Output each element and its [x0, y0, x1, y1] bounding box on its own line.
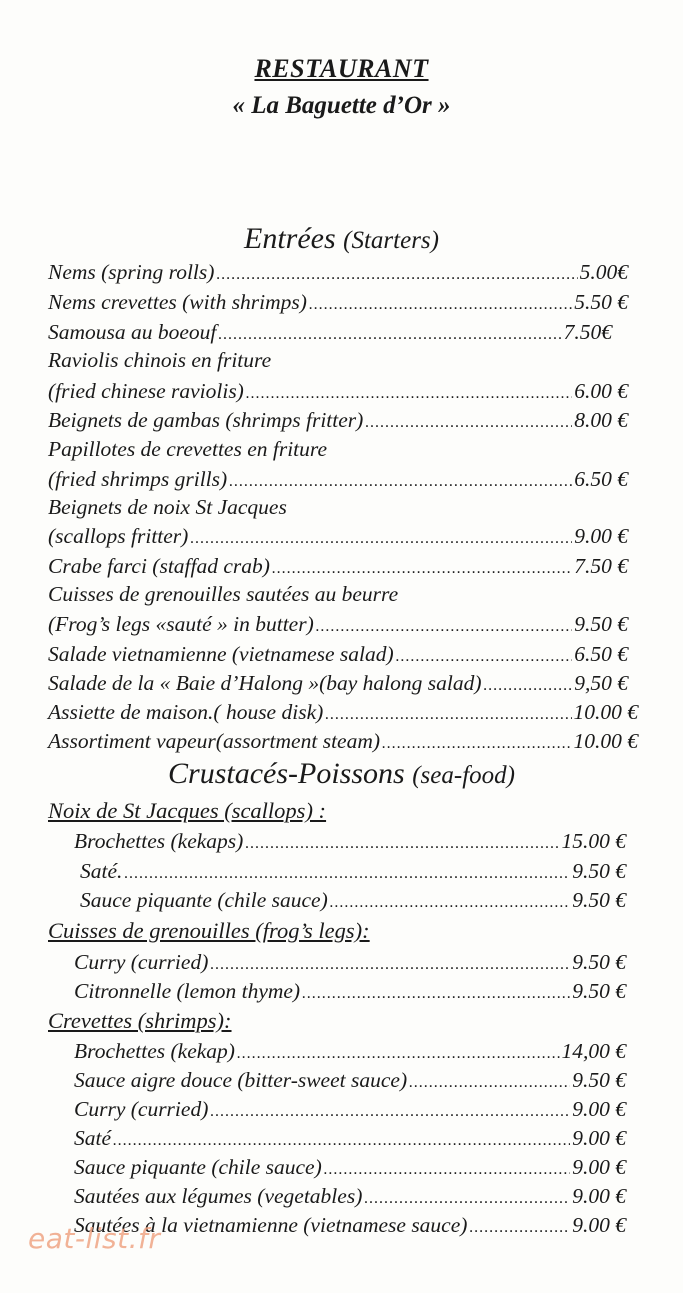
item-name: Salade de la « Baie d’Halong »(bay halong salad)	[48, 671, 482, 695]
item-name: Samousa au boeouf	[48, 320, 217, 344]
item-price: 9.50 €	[572, 888, 626, 912]
restaurant-name: « La Baguette d’Or »	[232, 92, 451, 119]
leader-dots	[364, 1185, 570, 1213]
item-price: 9.00 €	[574, 524, 628, 548]
item-price: 14,00 €	[561, 1039, 626, 1063]
item-name-line1: Cuisses de grenouilles sautées au beurre	[48, 582, 399, 606]
leader-dots	[113, 1127, 570, 1155]
item-name: (fried shrimps grills)	[48, 467, 228, 491]
menu-item	[48, 258, 628, 287]
item-name: Curry (curried)	[74, 1097, 209, 1121]
leader-dots	[365, 409, 572, 437]
item-price: 15.00 €	[561, 829, 626, 853]
seafood-heading	[0, 757, 683, 791]
leader-dots	[484, 672, 573, 700]
menu-item	[48, 406, 628, 435]
leader-dots	[246, 380, 572, 408]
menu-item	[74, 1037, 626, 1066]
menu-item	[48, 465, 628, 494]
item-price: 6.50 €	[574, 467, 628, 491]
leader-dots	[218, 321, 561, 349]
seafood-heading-main: Crustacés-Poissons	[168, 757, 405, 790]
item-name: Brochettes (kekaps)	[74, 829, 244, 853]
item-name: Saté	[74, 1126, 112, 1150]
item-price: 9.00 €	[572, 1184, 626, 1208]
menu-item	[74, 1182, 626, 1211]
menu-item	[48, 610, 628, 639]
category-title: Crevettes (shrimps):	[48, 1008, 232, 1033]
item-name: Salade vietnamienne (vietnamese salad)	[48, 642, 394, 666]
item-price: 7.50€	[563, 320, 612, 344]
item-name-line1: Beignets de noix St Jacques	[48, 495, 287, 519]
category-title: Cuisses de grenouilles (frog’s legs):	[48, 918, 370, 943]
item-name: Crabe farci (staffad crab)	[48, 554, 270, 578]
watermark: eat-list.fr	[28, 1222, 161, 1255]
leader-dots	[302, 980, 570, 1008]
category-title: Noix de St Jacques (scallops) :	[48, 798, 327, 823]
item-price: 9.50 €	[572, 859, 626, 883]
menu-item	[74, 1066, 626, 1095]
item-price: 6.00 €	[574, 379, 628, 403]
item-price: 10.00 €	[573, 700, 638, 724]
leader-dots	[216, 261, 577, 289]
leader-dots	[190, 525, 572, 553]
menu-item	[80, 857, 626, 886]
leader-dots	[316, 613, 573, 641]
item-price: 5.50 €	[574, 290, 628, 314]
menu-item	[80, 886, 626, 915]
item-price: 9.00 €	[572, 1126, 626, 1150]
item-name: Sauce aigre douce (bitter-sweet sauce)	[74, 1068, 408, 1092]
item-price: 5.00€	[579, 260, 628, 284]
leader-dots	[325, 701, 571, 729]
item-price: 9.00 €	[572, 1097, 626, 1121]
menu-item	[74, 1095, 626, 1124]
item-name: Assiette de maison.( house disk)	[48, 700, 324, 724]
restaurant-title: RESTAURANT	[254, 54, 429, 83]
menu-item	[48, 288, 628, 317]
menu-item	[74, 948, 626, 977]
leader-dots	[324, 1156, 570, 1184]
item-name: Sautées à la vietnamienne (vietnamese sauce)	[74, 1213, 468, 1237]
leader-dots	[382, 730, 571, 758]
item-name: Nems (spring rolls)	[48, 260, 215, 284]
starters-heading-main: Entrées	[244, 222, 336, 255]
seafood-heading-sub: (sea-food)	[412, 762, 515, 789]
leader-dots	[124, 860, 570, 888]
menu-item	[48, 318, 612, 347]
menu-item	[74, 1153, 626, 1182]
item-price: 8.00 €	[574, 408, 628, 432]
item-name: (scallops fritter)	[48, 524, 189, 548]
item-name: Sauce piquante (chile sauce)	[80, 888, 328, 912]
item-price: 9,50 €	[574, 671, 628, 695]
item-name-line1: Papillotes de crevettes en friture	[48, 437, 328, 461]
menu-item	[74, 1124, 626, 1153]
item-price: 6.50 €	[574, 642, 628, 666]
item-price: 9.50 €	[574, 612, 628, 636]
leader-dots	[396, 643, 573, 671]
item-price: 9.00 €	[572, 1155, 626, 1179]
menu-item	[48, 522, 628, 551]
item-price: 10.00 €	[573, 729, 638, 753]
menu-item	[48, 727, 638, 756]
item-name: Sauce piquante (chile sauce)	[74, 1155, 322, 1179]
menu-item	[48, 640, 628, 669]
leader-dots	[309, 291, 572, 319]
leader-dots	[245, 830, 559, 858]
leader-dots	[210, 951, 570, 979]
item-name: Saté.	[80, 859, 123, 883]
leader-dots	[210, 1098, 570, 1126]
item-name: Sautées aux légumes (vegetables)	[74, 1184, 363, 1208]
item-name: Beignets de gambas (shrimps fritter)	[48, 408, 364, 432]
item-price: 9.50 €	[572, 979, 626, 1003]
starters-heading	[0, 222, 683, 256]
menu-item	[48, 552, 628, 581]
leader-dots	[272, 555, 572, 583]
leader-dots	[330, 889, 570, 917]
leader-dots	[409, 1069, 570, 1097]
leader-dots	[469, 1214, 570, 1242]
starters-heading-sub: (Starters)	[343, 227, 439, 254]
item-name-line1: Raviolis chinois en friture	[48, 348, 272, 372]
menu-item	[74, 977, 626, 1006]
leader-dots	[229, 468, 572, 496]
menu-item	[74, 827, 626, 856]
item-price: 9.00 €	[572, 1213, 626, 1237]
menu-item	[48, 698, 638, 727]
item-name: Brochettes (kekap)	[74, 1039, 235, 1063]
menu-item	[48, 669, 628, 698]
item-name: (Frog’s legs «sauté » in butter)	[48, 612, 314, 636]
item-price: 9.50 €	[572, 1068, 626, 1092]
item-name: (fried chinese raviolis)	[48, 379, 244, 403]
menu-item	[48, 377, 628, 406]
item-name: Nems crevettes (with shrimps)	[48, 290, 307, 314]
leader-dots	[237, 1040, 560, 1068]
item-price: 7.50 €	[574, 554, 628, 578]
item-name: Citronnelle (lemon thyme)	[74, 979, 301, 1003]
item-price: 9.50 €	[572, 950, 626, 974]
item-name: Assortiment vapeur(assortment steam)	[48, 729, 381, 753]
item-name: Curry (curried)	[74, 950, 209, 974]
